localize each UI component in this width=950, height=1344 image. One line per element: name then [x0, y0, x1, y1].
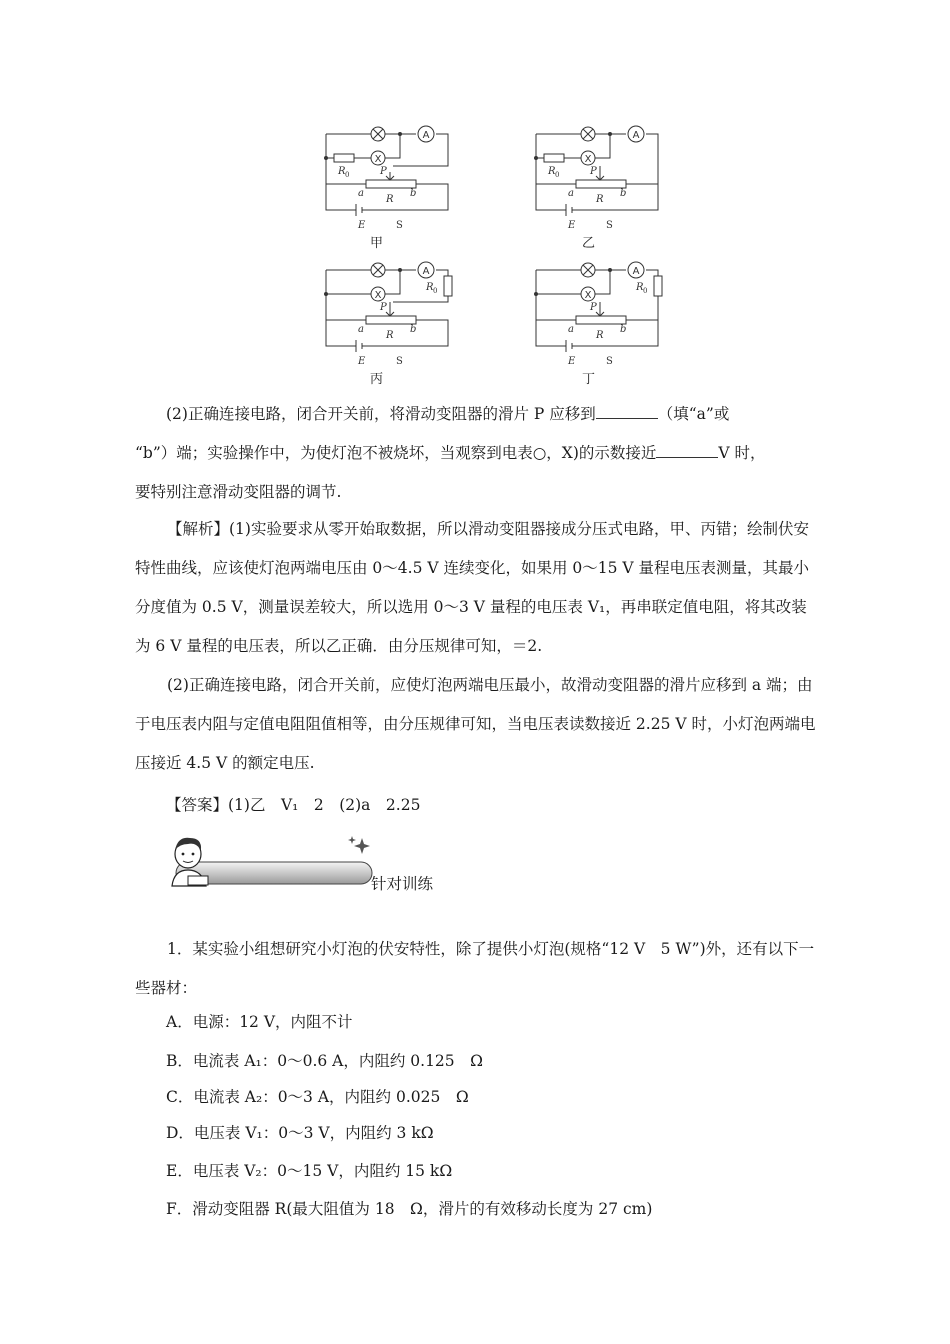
end-b-label: b: [620, 188, 627, 199]
option-d: D．电压表 V₁：0～3 V，内阻约 3 kΩ: [166, 1124, 434, 1142]
end-b-label: b: [410, 324, 417, 335]
answer-line: 【答案】(1)乙 V₁ 2 (2)a 2.25: [166, 796, 421, 814]
option-e: E．电压表 V₂：0～15 V，内阻约 15 kΩ: [166, 1162, 453, 1180]
ammeter-label: A: [632, 130, 640, 141]
r0-label: R: [338, 166, 346, 177]
rheostat-label: R: [386, 194, 394, 205]
caption-yi: 乙: [582, 236, 596, 251]
rheostat-label: R: [386, 330, 394, 341]
option-b: B．电流表 A₁：0～0.6 A，内阻约 0.125 Ω: [166, 1052, 484, 1070]
caption-bing: 丙: [370, 372, 384, 387]
circuit-diagrams: [318, 122, 678, 384]
end-b-label: b: [410, 188, 417, 199]
source-label: E: [358, 220, 366, 231]
q2-line1-text: (2)正确连接电路，闭合开关前，将滑动变阻器的滑片 P 应移到: [166, 405, 596, 423]
q2-line2-tail: V 时，: [718, 444, 766, 462]
problem1-stem: 1．某实验小组想研究小灯泡的伏安特性，除了提供小灯泡(规格“12 V 5 W”)外，还有以下一些器材：: [135, 940, 815, 997]
end-a-label: a: [358, 324, 364, 335]
analysis-paragraph-1: 【解析】(1)实验要求从零开始取数据，所以滑动变阻器接成分压式电路，甲、丙错；绘制伏安特性曲线，应该使灯泡两端电压由 0～4.5 V 连续变化，如果用 0～15 V 量程电压表测量，其最小分度值为 0.5 V，测量误差较大，所以选用 0～3 V 量程的电压表 V₁，再串联定值电阻，将其改装为 6 V 量程的电压表，所以乙正确．由分压规律可知，＝2.: [135, 520, 810, 655]
option-c: C．电流表 A₂：0～3 A，内阻约 0.025 Ω: [166, 1088, 469, 1106]
end-a-label: a: [568, 324, 574, 335]
ammeter-label: A: [422, 130, 430, 141]
r0-label: R: [548, 166, 556, 177]
q2-line2: [135, 441, 766, 463]
option-a: A．电源：12 V，内阻不计: [166, 1013, 353, 1031]
q2-line2-text: “b”）端；实验操作中，为使灯泡不被烧坏，当观察到电表○，X)的示数接近: [135, 444, 657, 462]
r0-sub-label: 0: [555, 171, 560, 179]
end-a-label: a: [568, 188, 574, 199]
r0-sub-label: 0: [433, 287, 438, 295]
rheostat-label: R: [596, 194, 604, 205]
sparkle-icon: [348, 836, 370, 854]
training-banner: [166, 832, 376, 892]
voltmeter-label: X: [584, 154, 592, 165]
switch-label: S: [396, 220, 403, 231]
r0-label: R: [426, 282, 434, 293]
q2-line1-tail: （填“a”或: [657, 405, 730, 423]
r0-label: R: [636, 282, 644, 293]
slider-label: P: [590, 166, 597, 177]
r0-sub-label: 0: [643, 287, 648, 295]
caption-jia: 甲: [370, 236, 384, 251]
ammeter-label: A: [422, 266, 430, 277]
switch-label: S: [606, 220, 613, 231]
option-f: F．滑动变阻器 R(最大阻值为 18 Ω，滑片的有效移动长度为 27 cm): [166, 1200, 653, 1218]
slider-label: P: [590, 302, 597, 313]
source-label: E: [568, 356, 576, 367]
end-a-label: a: [358, 188, 364, 199]
end-b-label: b: [620, 324, 627, 335]
slider-label: P: [380, 302, 387, 313]
switch-label: S: [606, 356, 613, 367]
rheostat-label: R: [596, 330, 604, 341]
voltmeter-label: X: [374, 154, 382, 165]
slider-label: P: [380, 166, 387, 177]
voltmeter-label: X: [374, 290, 382, 301]
answer-blank-1[interactable]: [596, 404, 658, 419]
analysis-paragraph-2: (2)正确连接电路，闭合开关前，应使灯泡两端电压最小，故滑动变阻器的滑片应移到 a 端；由于电压表内阻与定值电阻阻值相等，由分压规律可知，当电压表读数接近 2.25 V 时，小灯泡两端电压接近 4.5 V 的额定电压.: [135, 676, 816, 772]
voltmeter-label: X: [584, 290, 592, 301]
switch-label: S: [396, 356, 403, 367]
q2-line3: 要特别注意滑动变阻器的调节.: [135, 483, 342, 501]
ammeter-label: A: [632, 266, 640, 277]
q2-line1: [166, 402, 729, 424]
source-label: E: [568, 220, 576, 231]
r0-sub-label: 0: [345, 171, 350, 179]
source-label: E: [358, 356, 366, 367]
caption-ding: 丁: [582, 372, 596, 387]
answer-blank-2[interactable]: [656, 443, 718, 458]
training-label: 针对训练: [371, 875, 434, 893]
